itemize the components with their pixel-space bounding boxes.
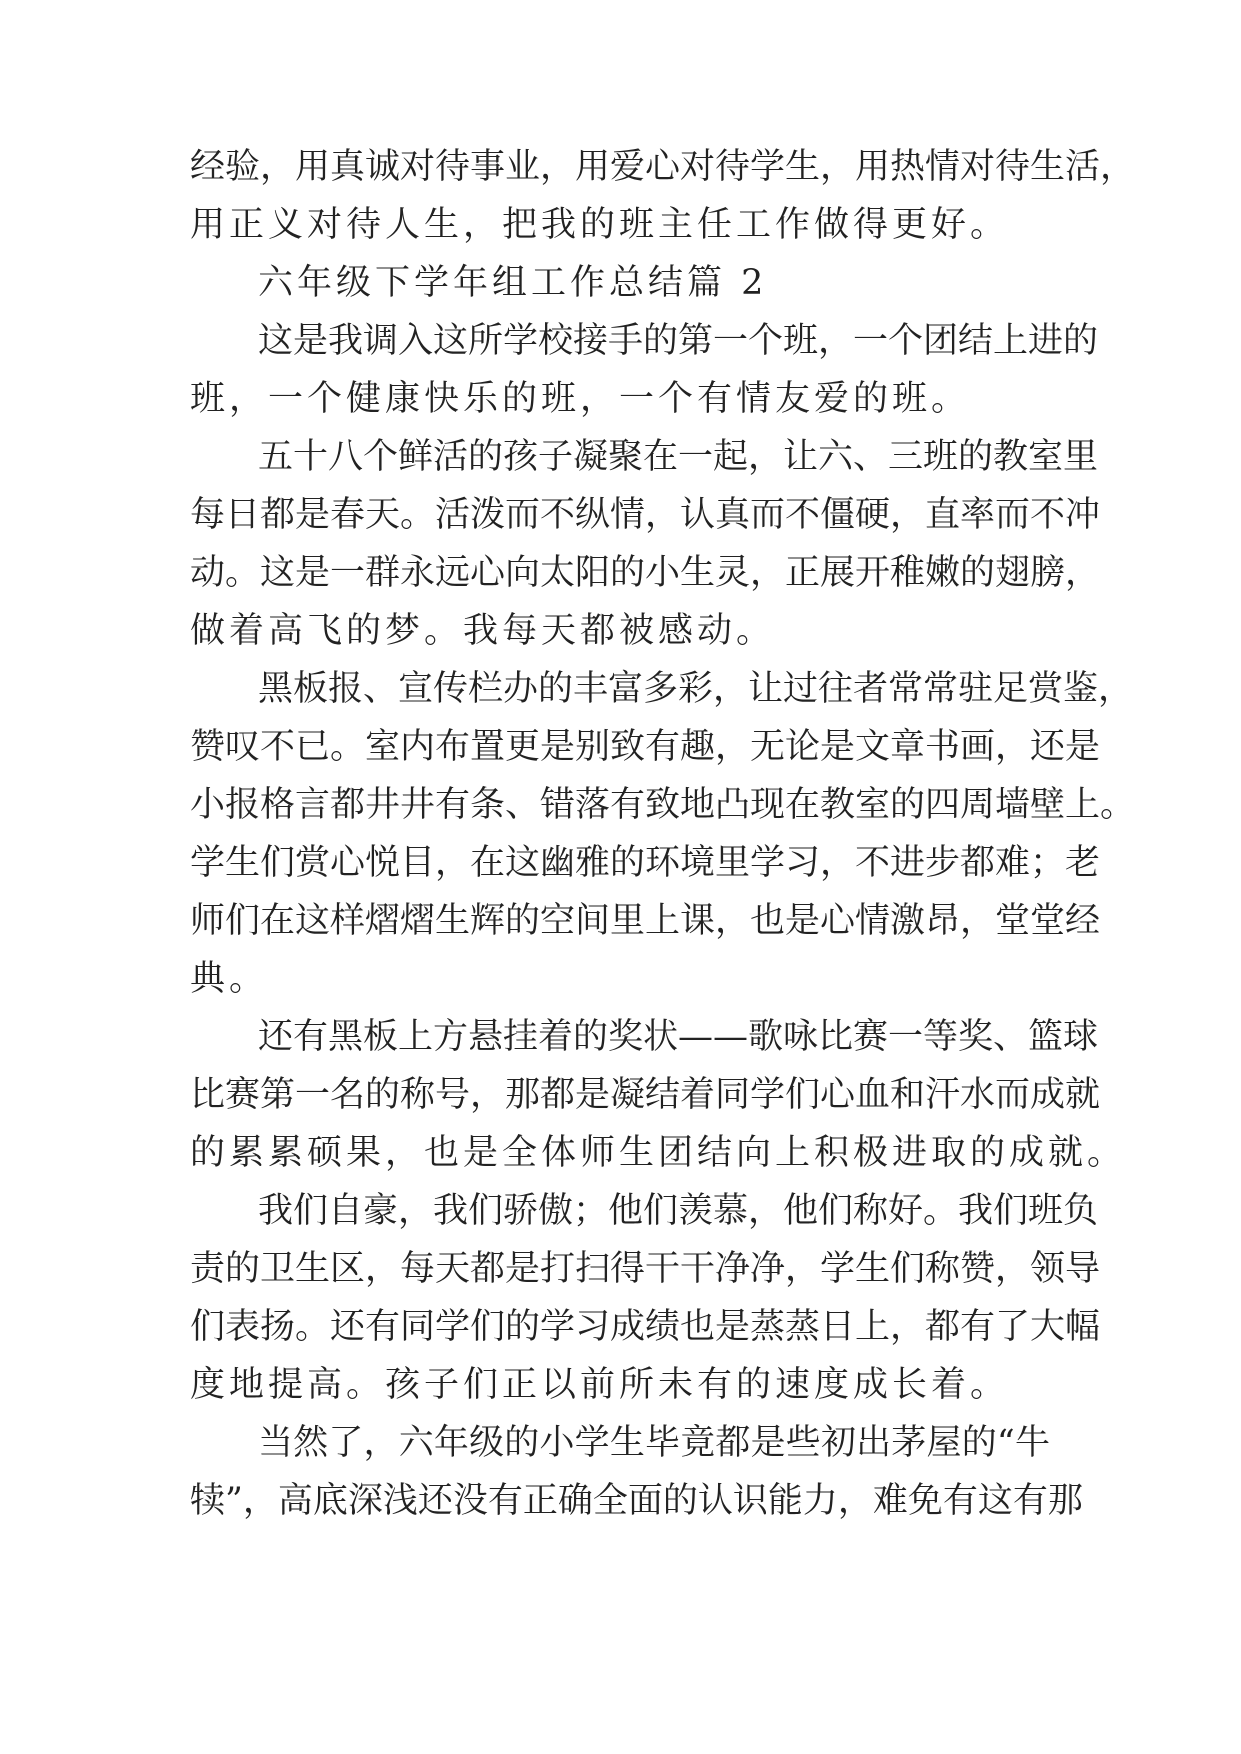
text-line: 五十八个鲜活的孩子凝聚在一起，让六、三班的教室里 (258, 437, 1099, 477)
text-line: 的累累硕果，也是全体师生团结向上积极进取的成就。 (190, 1133, 1127, 1173)
text-line: 们表扬。还有同学们的学习成绩也是蒸蒸日上，都有了大幅 (190, 1307, 1101, 1347)
text-line: 当然了，六年级的小学生毕竟都是些初出茅屋的“牛 (258, 1423, 1050, 1463)
text-line: 动。这是一群永远心向太阳的小生灵，正展开稚嫩的翅膀， (190, 553, 1101, 593)
text-line: 小报格言都井井有条、错落有致地凸现在教室的四周墙壁上。 (190, 785, 1136, 825)
text-line: 典。 (190, 959, 269, 999)
section-heading: 六年级下学年组工作总结篇 2 (258, 263, 768, 303)
text-line: 经验，用真诚对待事业，用爱心对待学生，用热情对待生活， (190, 147, 1136, 187)
text-line: 还有黑板上方悬挂着的奖状——歌咏比赛一等奖、篮球 (258, 1017, 1099, 1057)
text-line: 每日都是春天。活泼而不纵情，认真而不僵硬，直率而不冲 (190, 495, 1101, 535)
text-line: 比赛第一名的称号，那都是凝结着同学们心血和汗水而成就 (190, 1075, 1101, 1115)
text-line: 犊”，高底深浅还没有正确全面的认识能力，难免有这有那 (190, 1481, 1083, 1521)
text-line: 这是我调入这所学校接手的第一个班，一个团结上进的 (258, 321, 1099, 361)
text-line: 用正义对待人生，把我的班主任工作做得更好。 (190, 205, 1010, 245)
text-line: 我们自豪，我们骄傲；他们羡慕，他们称好。我们班负 (258, 1191, 1099, 1231)
text-line: 度地提高。孩子们正以前所未有的速度成长着。 (190, 1365, 1010, 1405)
text-line: 师们在这样熠熠生辉的空间里上课，也是心情激昂，堂堂经 (190, 901, 1101, 941)
text-line: 黑板报、宣传栏办的丰富多彩，让过往者常常驻足赏鉴， (258, 669, 1134, 709)
text-line: 做着高飞的梦。我每天都被感动。 (190, 611, 776, 651)
text-line: 班，一个健康快乐的班，一个有情友爱的班。 (190, 379, 971, 419)
text-line: 赞叹不已。室内布置更是别致有趣，无论是文章书画，还是 (190, 727, 1101, 767)
text-line: 学生们赏心悦目，在这幽雅的环境里学习，不进步都难；老 (190, 843, 1101, 883)
text-line: 责的卫生区，每天都是打扫得干干净净，学生们称赞，领导 (190, 1249, 1101, 1289)
